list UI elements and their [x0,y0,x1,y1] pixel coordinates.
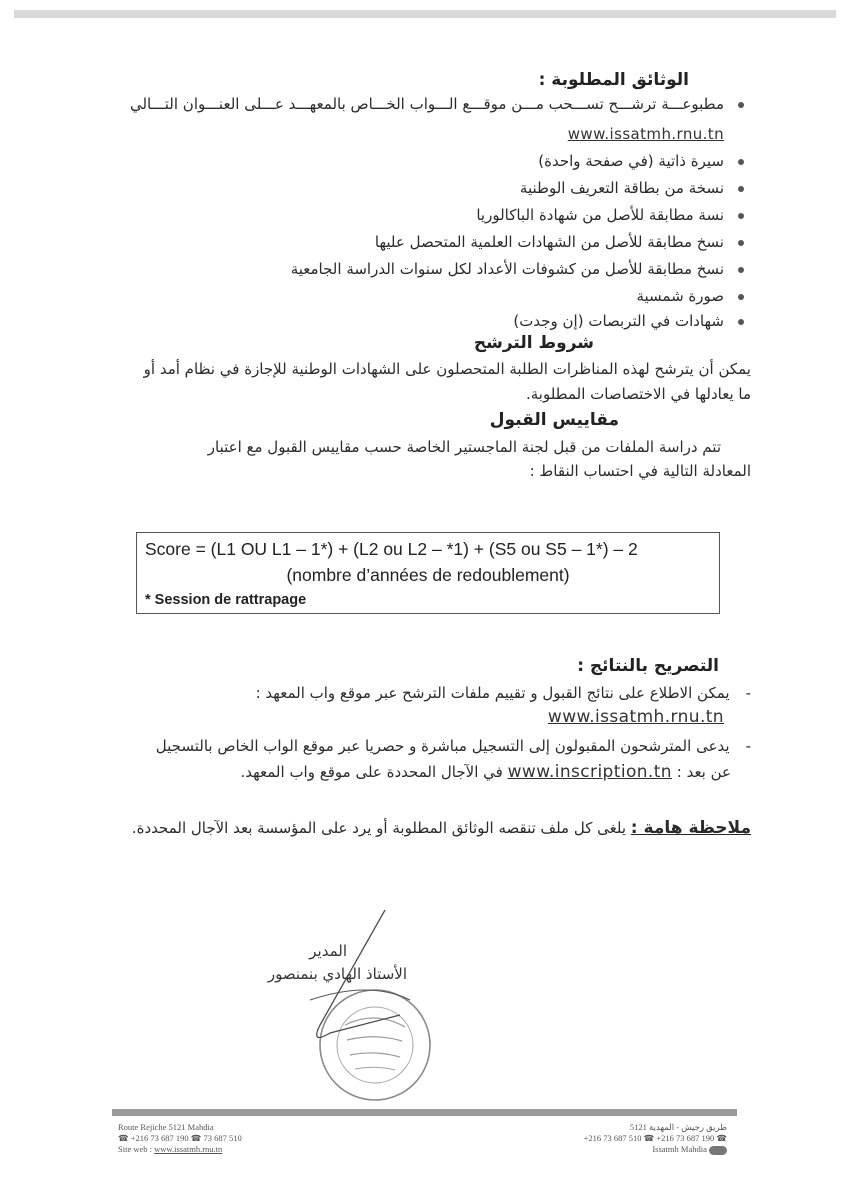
list-item: نسة مطابقة للأصل من شهادة الباكالوريا [476,206,744,224]
list-item: سيرة ذاتية (في صفحة واحدة) [538,152,744,170]
list-item: نسخ مطابقة للأصل من الشهادات العلمية المتحصل عليها [375,233,744,251]
formula-note: * Session de rattrapage [145,592,307,608]
list-item: شهادات في التربصات (إن وجدت) [513,312,744,330]
top-scan-band [14,10,836,18]
signature-role: المدير [309,942,347,960]
note-text: يلغى كل ملف تنقصه الوثائق المطلوبة أو يرد على المؤسسة بعد الآجال المحددة. [131,819,627,837]
formula-line-2: (nombre d’années de redoublement) [286,565,570,585]
bullet-icon [738,294,744,300]
conditions-title: شروط الترشح [473,333,594,353]
list-item: نسخ مطابقة للأصل من كشوفات الأعداد لكل سنوات الدراسة الجامعية [291,260,744,278]
conditions-line-1: يمكن أن يترشح لهذه المناظرات الطلبة المتحصلون على الشهادات الوطنية للإجازة في نظام أمد أو [143,360,751,378]
footer-address-arabic: طريق رجيش - المهدية 5121 +216 73 687 510 ☎ +216 73 687 190 ☎ Issatmh Mahdia [583,1122,727,1154]
bullet-icon [738,102,744,108]
results-title: التصريح بالنتائج : [577,656,719,676]
official-stamp-icon [250,905,450,1110]
bullet-icon [738,186,744,192]
bullet-icon [738,240,744,246]
criteria-line-2: المعادلة التالية في احتساب النقاط : [529,462,751,480]
results-item-1: -يمكن الاطلاع على نتائج القبول و تقييم ملفات الترشح عبر موقع واب المعهد : [255,684,751,702]
footer-site-link[interactable]: www.issatmh.rnu.tn [154,1144,223,1154]
important-note [132,818,751,838]
bullet-icon [738,267,744,273]
bullet-icon [738,213,744,219]
bullet-icon [738,319,744,325]
score-formula-box [136,532,720,614]
list-item: نسخة من بطاقة التعريف الوطنية [520,179,744,197]
documents-title: الوثائق المطلوبة : [538,70,689,90]
criteria-line-1: تتم دراسة الملفات من قبل لجنة الماجستير الخاصة حسب مقاييس القبول مع اعتبار [207,438,721,456]
facebook-icon [709,1146,727,1155]
list-item: مطبوعـــة ترشـــح تســـحب مـــن موقـــع الـــواب الخـــاص بالمعهـــد عـــلى العنـــوان التـــالي [130,95,744,113]
results-item-2-line-2: عن بعد : www.inscription.tn في الآجال المحددة على موقع واب المعهد. [240,762,731,782]
conditions-line-2: ما يعادلها في الاختصاصات المطلوبة. [525,385,751,403]
note-label: ملاحظة هامة : [630,818,751,838]
results-url-1[interactable]: www.issatmh.rnu.tn [547,707,724,727]
footer-band [112,1109,737,1116]
list-item: صورة شمسية [636,287,744,305]
documents-url[interactable]: www.issatmh.rnu.tn [567,125,724,143]
results-item-2: -يدعى المترشحون المقبولون إلى التسجيل مباشرة و حصريا عبر موقع الواب الخاص بالتسجيل [155,737,751,755]
bullet-icon [738,159,744,165]
footer-address-latin: Route Rejiche 5121 Mahdia ☎ +216 73 687 190 ☎ 73 687 510 Site web : www.issatmh.rnu.tn [118,1122,242,1154]
inscription-url[interactable]: www.inscription.tn [507,762,672,782]
signature-name: الأستاذ الهادي بنمنصور [267,965,407,983]
formula-line-1: Score = (L1 OU L1 – 1*) + (L2 ou L2 – *1) + (S5 ou S5 – 1*) – 2 [145,539,638,559]
criteria-title: مقاييس القبول [489,410,619,430]
